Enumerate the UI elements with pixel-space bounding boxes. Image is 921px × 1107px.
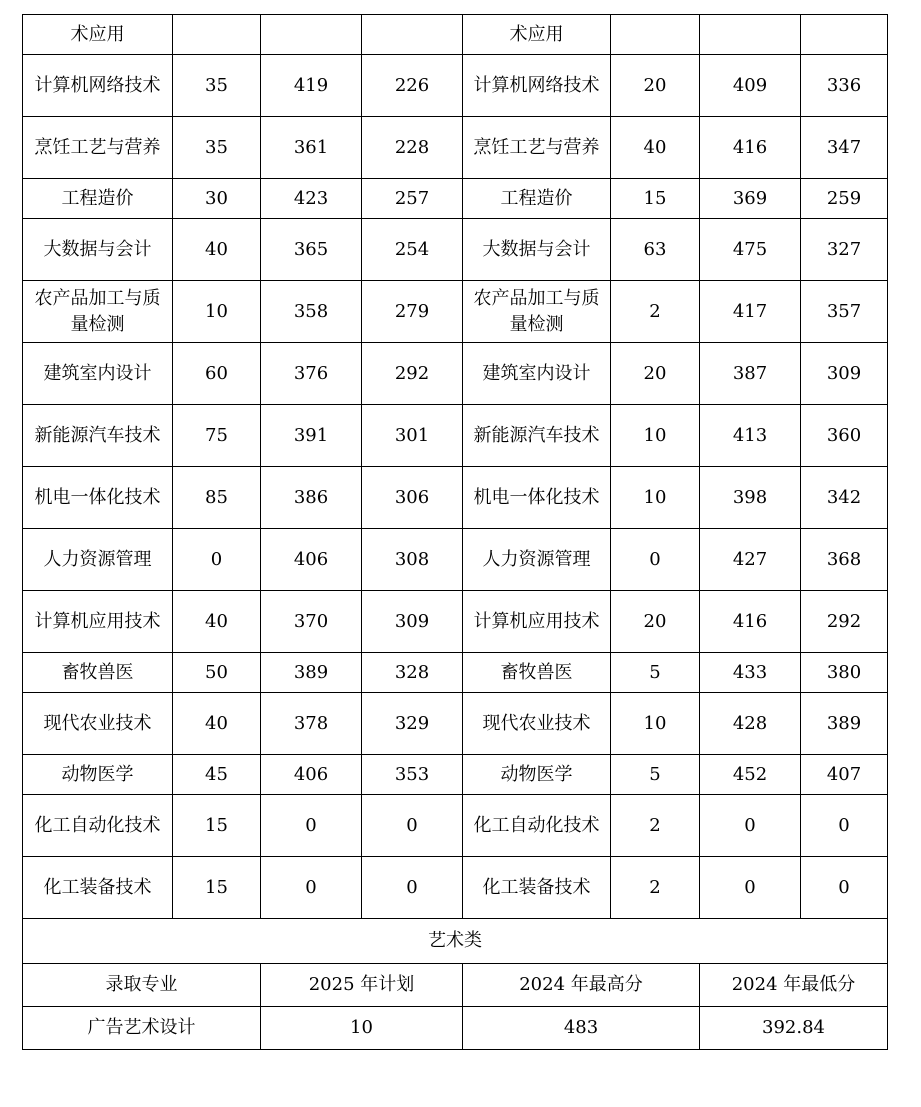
- left-max-score: 419: [261, 55, 362, 117]
- right-min-score: [801, 15, 888, 55]
- table-row: [23, 653, 888, 693]
- right-major-name: 动物医学: [463, 755, 611, 795]
- art-section-title: 艺术类: [23, 919, 888, 964]
- table-row: [23, 857, 888, 919]
- right-plan: 40: [611, 117, 700, 179]
- left-major-name: 机电一体化技术: [23, 467, 173, 529]
- table-row: [23, 529, 888, 591]
- left-major-name: 动物医学: [23, 755, 173, 795]
- right-max-score: 369: [700, 179, 801, 219]
- right-plan: 20: [611, 343, 700, 405]
- right-major-name: 大数据与会计: [463, 219, 611, 281]
- right-max-score: [700, 15, 801, 55]
- left-major-name: 畜牧兽医: [23, 653, 173, 693]
- left-plan: 40: [173, 591, 261, 653]
- left-min-score: 0: [362, 795, 463, 857]
- right-min-score: 336: [801, 55, 888, 117]
- right-min-score: 347: [801, 117, 888, 179]
- right-plan: 63: [611, 219, 700, 281]
- right-max-score: 428: [700, 693, 801, 755]
- right-plan: 10: [611, 467, 700, 529]
- right-min-score: 309: [801, 343, 888, 405]
- right-major-name: 现代农业技术: [463, 693, 611, 755]
- left-plan: 40: [173, 693, 261, 755]
- left-min-score: 308: [362, 529, 463, 591]
- left-plan: 50: [173, 653, 261, 693]
- right-min-score: 360: [801, 405, 888, 467]
- left-major-name: 工程造价: [23, 179, 173, 219]
- left-major-name: 化工自动化技术: [23, 795, 173, 857]
- right-max-score: 433: [700, 653, 801, 693]
- right-major-name: 术应用: [463, 15, 611, 55]
- left-major-name: 烹饪工艺与营养: [23, 117, 173, 179]
- left-max-score: 0: [261, 795, 362, 857]
- left-max-score: 365: [261, 219, 362, 281]
- left-plan: 0: [173, 529, 261, 591]
- right-min-score: 327: [801, 219, 888, 281]
- left-min-score: 292: [362, 343, 463, 405]
- table-row: [23, 343, 888, 405]
- right-max-score: 416: [700, 591, 801, 653]
- left-max-score: 370: [261, 591, 362, 653]
- right-max-score: 417: [700, 281, 801, 343]
- right-max-score: 0: [700, 857, 801, 919]
- right-major-name: 烹饪工艺与营养: [463, 117, 611, 179]
- left-min-score: 329: [362, 693, 463, 755]
- left-max-score: 378: [261, 693, 362, 755]
- left-max-score: 423: [261, 179, 362, 219]
- right-plan: 10: [611, 405, 700, 467]
- right-min-score: 389: [801, 693, 888, 755]
- right-min-score: 342: [801, 467, 888, 529]
- left-min-score: 228: [362, 117, 463, 179]
- table-row: [23, 281, 888, 343]
- right-major-name: 计算机应用技术: [463, 591, 611, 653]
- right-plan: 5: [611, 755, 700, 795]
- right-max-score: 409: [700, 55, 801, 117]
- left-max-score: 361: [261, 117, 362, 179]
- right-plan: [611, 15, 700, 55]
- right-max-score: 452: [700, 755, 801, 795]
- left-max-score: 358: [261, 281, 362, 343]
- left-plan: 30: [173, 179, 261, 219]
- left-max-score: [261, 15, 362, 55]
- left-plan: 35: [173, 117, 261, 179]
- art-header-row: [23, 964, 888, 1007]
- right-min-score: 357: [801, 281, 888, 343]
- right-max-score: 475: [700, 219, 801, 281]
- right-plan: 20: [611, 55, 700, 117]
- left-plan: 35: [173, 55, 261, 117]
- left-plan: 10: [173, 281, 261, 343]
- right-plan: 5: [611, 653, 700, 693]
- left-max-score: 0: [261, 857, 362, 919]
- table-row: [23, 693, 888, 755]
- left-min-score: 257: [362, 179, 463, 219]
- left-major-name: 计算机应用技术: [23, 591, 173, 653]
- left-min-score: 309: [362, 591, 463, 653]
- left-min-score: 301: [362, 405, 463, 467]
- left-min-score: 328: [362, 653, 463, 693]
- left-plan: [173, 15, 261, 55]
- left-max-score: 406: [261, 529, 362, 591]
- left-min-score: 0: [362, 857, 463, 919]
- right-plan: 15: [611, 179, 700, 219]
- right-max-score: 398: [700, 467, 801, 529]
- left-max-score: 376: [261, 343, 362, 405]
- left-major-name: 新能源汽车技术: [23, 405, 173, 467]
- right-min-score: 0: [801, 857, 888, 919]
- left-min-score: 226: [362, 55, 463, 117]
- right-major-name: 机电一体化技术: [463, 467, 611, 529]
- left-plan: 15: [173, 795, 261, 857]
- table-row: [23, 405, 888, 467]
- right-major-name: 化工自动化技术: [463, 795, 611, 857]
- table-row: [23, 219, 888, 281]
- right-major-name: 建筑室内设计: [463, 343, 611, 405]
- left-major-name: 大数据与会计: [23, 219, 173, 281]
- left-plan: 75: [173, 405, 261, 467]
- right-major-name: 计算机网络技术: [463, 55, 611, 117]
- table-row: [23, 591, 888, 653]
- right-plan: 2: [611, 857, 700, 919]
- art-plan: 10: [261, 1007, 463, 1050]
- left-plan: 85: [173, 467, 261, 529]
- right-min-score: 407: [801, 755, 888, 795]
- right-plan: 2: [611, 795, 700, 857]
- left-major-name: 建筑室内设计: [23, 343, 173, 405]
- art-major: 广告艺术设计: [23, 1007, 261, 1050]
- table-row: [23, 179, 888, 219]
- left-major-name: 农产品加工与质量检测: [23, 281, 173, 343]
- left-max-score: 391: [261, 405, 362, 467]
- table-row: [23, 117, 888, 179]
- left-min-score: 254: [362, 219, 463, 281]
- right-plan: 0: [611, 529, 700, 591]
- art-header-major: 录取专业: [23, 964, 261, 1007]
- left-min-score: 306: [362, 467, 463, 529]
- right-major-name: 新能源汽车技术: [463, 405, 611, 467]
- right-max-score: 0: [700, 795, 801, 857]
- left-major-name: 计算机网络技术: [23, 55, 173, 117]
- right-min-score: 259: [801, 179, 888, 219]
- admission-score-table: [22, 14, 888, 1050]
- right-max-score: 416: [700, 117, 801, 179]
- right-major-name: 农产品加工与质量检测: [463, 281, 611, 343]
- art-header-plan: 2025 年计划: [261, 964, 463, 1007]
- left-min-score: 353: [362, 755, 463, 795]
- left-plan: 40: [173, 219, 261, 281]
- art-min-score: 392.84: [700, 1007, 888, 1050]
- left-min-score: 279: [362, 281, 463, 343]
- right-plan: 2: [611, 281, 700, 343]
- table-row: [23, 755, 888, 795]
- right-min-score: 380: [801, 653, 888, 693]
- art-data-row: [23, 1007, 888, 1050]
- right-min-score: 368: [801, 529, 888, 591]
- left-major-name: 人力资源管理: [23, 529, 173, 591]
- right-plan: 10: [611, 693, 700, 755]
- left-plan: 60: [173, 343, 261, 405]
- art-max-score: 483: [463, 1007, 700, 1050]
- right-max-score: 427: [700, 529, 801, 591]
- table-row: [23, 55, 888, 117]
- right-major-name: 工程造价: [463, 179, 611, 219]
- right-plan: 20: [611, 591, 700, 653]
- left-min-score: [362, 15, 463, 55]
- left-max-score: 389: [261, 653, 362, 693]
- left-max-score: 406: [261, 755, 362, 795]
- left-major-name: 术应用: [23, 15, 173, 55]
- right-min-score: 0: [801, 795, 888, 857]
- right-major-name: 畜牧兽医: [463, 653, 611, 693]
- left-major-name: 化工装备技术: [23, 857, 173, 919]
- right-min-score: 292: [801, 591, 888, 653]
- right-max-score: 387: [700, 343, 801, 405]
- table-row: [23, 467, 888, 529]
- left-plan: 15: [173, 857, 261, 919]
- left-plan: 45: [173, 755, 261, 795]
- left-major-name: 现代农业技术: [23, 693, 173, 755]
- right-major-name: 人力资源管理: [463, 529, 611, 591]
- art-section-row: [23, 919, 888, 964]
- right-major-name: 化工装备技术: [463, 857, 611, 919]
- left-max-score: 386: [261, 467, 362, 529]
- art-header-min: 2024 年最低分: [700, 964, 888, 1007]
- art-header-max: 2024 年最高分: [463, 964, 700, 1007]
- right-max-score: 413: [700, 405, 801, 467]
- table-row: [23, 15, 888, 55]
- table-row: [23, 795, 888, 857]
